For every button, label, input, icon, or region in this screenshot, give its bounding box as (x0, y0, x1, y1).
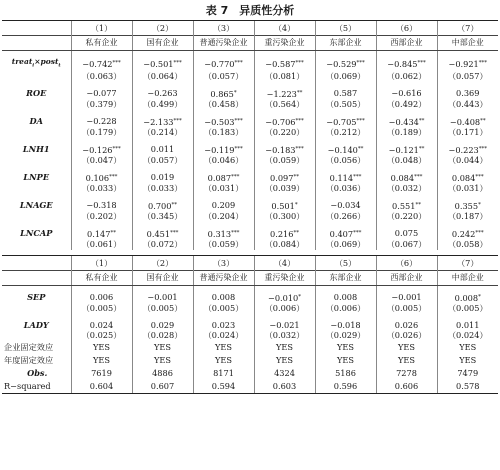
coef-cell: 0.087*** (193, 166, 254, 183)
footer-value: 0.603 (254, 380, 315, 394)
coef-cell: 0.407*** (315, 222, 376, 239)
se-row (2, 99, 498, 110)
significance-stars: *** (414, 173, 423, 180)
se-cell: （0.032） (376, 183, 437, 194)
variable-label: treat$_i$×post$_t$ (11, 57, 61, 69)
coef-cell: −0.921*** (437, 51, 498, 71)
se-cell: （0.033） (71, 183, 132, 194)
corner-cell (2, 270, 71, 285)
column-number: （2） (132, 21, 193, 36)
coef-cell: 0.008 (315, 285, 376, 303)
se-cell: （0.005） (376, 303, 437, 314)
coef-cell: 0.700** (132, 194, 193, 211)
coef-cell: 0.587 (315, 82, 376, 99)
column-number: （1） (71, 21, 132, 36)
footer-value: 0.578 (437, 380, 498, 394)
coef-row (2, 285, 498, 303)
se-cell: （0.047） (71, 155, 132, 166)
se-cell: （0.187） (437, 211, 498, 222)
column-header: 普通污染企业 (193, 36, 254, 51)
column-header-row (2, 36, 498, 51)
se-row (2, 239, 498, 250)
se-cell: （0.179） (71, 127, 132, 138)
coef-cell: −0.228 (71, 110, 132, 127)
coef-cell: 0.216** (254, 222, 315, 239)
coef-cell: 0.011 (437, 314, 498, 330)
se-cell: （0.443） (437, 99, 498, 110)
se-cell: （0.061） (71, 239, 132, 250)
coef-cell: −2.133*** (132, 110, 193, 127)
column-number: （7） (437, 255, 498, 270)
se-cell: （0.058） (437, 239, 498, 250)
significance-stars: * (294, 201, 298, 208)
se-cell: （0.031） (193, 183, 254, 194)
footer-value: YES (254, 354, 315, 367)
se-cell: （0.063） (71, 71, 132, 82)
coef-cell: 0.106*** (71, 166, 132, 183)
se-row (2, 183, 498, 194)
significance-stars: ** (110, 229, 116, 236)
significance-stars: *** (234, 145, 243, 152)
coef-cell: 0.551** (376, 194, 437, 211)
coef-cell: 0.084*** (437, 166, 498, 183)
column-number-row (2, 255, 498, 270)
coef-cell: 0.075 (376, 222, 437, 239)
variable-label: LNPE (23, 172, 50, 182)
footer-row (2, 341, 498, 354)
footer-value: YES (254, 341, 315, 354)
footer-value: 4886 (132, 367, 193, 380)
se-row (2, 303, 498, 314)
significance-stars: *** (109, 173, 118, 180)
coef-cell: −0.587*** (254, 51, 315, 71)
significance-stars: * (478, 293, 481, 300)
footer-value: 0.604 (71, 380, 132, 394)
significance-stars: ** (415, 201, 421, 208)
se-cell: （0.005） (132, 303, 193, 314)
footer-value: YES (132, 341, 193, 354)
se-cell: （0.057） (132, 155, 193, 166)
footer-value: 8171 (193, 367, 254, 380)
coef-cell: −0.121** (376, 138, 437, 155)
empty-label (2, 303, 71, 314)
coef-row (2, 314, 498, 330)
coef-cell: 0.865* (193, 82, 254, 99)
corner-cell (2, 36, 71, 51)
footer-row (2, 380, 498, 394)
empty-label (2, 71, 71, 82)
se-cell: （0.072） (132, 239, 193, 250)
se-cell: （0.069） (315, 239, 376, 250)
significance-stars: *** (234, 60, 243, 67)
se-cell: （0.024） (193, 330, 254, 341)
variable-label: LNH1 (22, 144, 50, 154)
footer-value: 5186 (315, 367, 376, 380)
coef-cell: −0.223*** (437, 138, 498, 155)
footer-value: 0.606 (376, 380, 437, 394)
se-cell: （0.266） (315, 211, 376, 222)
coef-cell: 0.313*** (193, 222, 254, 239)
column-header: 私有企业 (71, 270, 132, 285)
significance-stars: ** (293, 173, 299, 180)
se-cell: （0.084） (254, 239, 315, 250)
se-cell: （0.505） (315, 99, 376, 110)
coef-cell: 0.029 (132, 314, 193, 330)
se-cell: （0.059） (193, 239, 254, 250)
column-number: （2） (132, 255, 193, 270)
empty-label (2, 99, 71, 110)
column-number: （1） (71, 255, 132, 270)
coef-row (2, 222, 498, 239)
footer-value: 7278 (376, 367, 437, 380)
coef-cell: 0.008 (193, 285, 254, 303)
se-cell: （0.057） (193, 71, 254, 82)
coef-cell: −0.001 (376, 285, 437, 303)
se-cell: （0.031） (437, 183, 498, 194)
significance-stars: *** (231, 173, 240, 180)
significance-stars: *** (234, 117, 243, 124)
variable-label: LNCAP (20, 228, 53, 238)
footer-value: YES (132, 354, 193, 367)
footer-value: 4324 (254, 367, 315, 380)
column-header: 国有企业 (132, 270, 193, 285)
significance-stars: *** (170, 229, 179, 236)
regression-table (2, 20, 498, 394)
significance-stars: * (478, 201, 481, 208)
coef-cell: −0.318 (71, 194, 132, 211)
se-cell: （0.081） (254, 71, 315, 82)
coef-cell: 0.084*** (376, 166, 437, 183)
se-cell: （0.499） (132, 99, 193, 110)
se-cell: （0.026） (376, 330, 437, 341)
coef-cell: −0.770*** (193, 51, 254, 71)
se-cell: （0.028） (132, 330, 193, 341)
se-cell: （0.069） (315, 71, 376, 82)
coef-cell: −0.408** (437, 110, 498, 127)
significance-stars: *** (112, 145, 121, 152)
coef-cell: −1.223** (254, 82, 315, 99)
empty-label (2, 127, 71, 138)
column-number: （7） (437, 21, 498, 36)
footer-label: 年度固定效应 (4, 355, 54, 365)
se-cell: （0.379） (71, 99, 132, 110)
column-header: 私有企业 (71, 36, 132, 51)
column-number: （4） (254, 21, 315, 36)
coef-cell: −0.034 (315, 194, 376, 211)
column-header: 普通污染企业 (193, 270, 254, 285)
se-cell: （0.024） (437, 330, 498, 341)
coef-cell: 0.114*** (315, 166, 376, 183)
coef-cell: −0.742*** (71, 51, 132, 71)
se-cell: （0.005） (193, 303, 254, 314)
se-cell: （0.056） (315, 155, 376, 166)
se-cell: （0.212） (315, 127, 376, 138)
significance-stars: *** (295, 60, 304, 67)
coef-row (2, 110, 498, 127)
variable-label: DA (29, 116, 43, 126)
coef-cell: −0.140** (315, 138, 376, 155)
significance-stars: ** (357, 145, 364, 152)
significance-stars: *** (475, 173, 484, 180)
empty-label (2, 155, 71, 166)
coef-cell: −0.705*** (315, 110, 376, 127)
footer-value: YES (193, 354, 254, 367)
se-cell: （0.036） (315, 183, 376, 194)
se-cell: （0.062） (376, 71, 437, 82)
se-cell: （0.039） (254, 183, 315, 194)
significance-stars: ** (480, 117, 486, 124)
significance-stars: *** (478, 145, 488, 152)
se-cell: （0.189） (376, 127, 437, 138)
coef-cell: −0.021 (254, 314, 315, 330)
empty-label (2, 183, 71, 194)
se-cell: （0.059） (254, 155, 315, 166)
coef-cell: −0.434** (376, 110, 437, 127)
column-header: 西部企业 (376, 270, 437, 285)
significance-stars: *** (295, 117, 304, 124)
coef-row (2, 82, 498, 99)
se-cell: （0.064） (132, 71, 193, 82)
variable-label: LNAGE (19, 200, 53, 210)
se-row (2, 330, 498, 341)
coef-cell: 0.355* (437, 194, 498, 211)
column-header-row (2, 270, 498, 285)
footer-value: 7619 (71, 367, 132, 380)
se-cell: （0.006） (315, 303, 376, 314)
column-number: （5） (315, 255, 376, 270)
column-number: （6） (376, 21, 437, 36)
se-cell: （0.025） (71, 330, 132, 341)
se-cell: （0.032） (254, 330, 315, 341)
coef-cell: −0.018 (315, 314, 376, 330)
footer-value: 0.607 (132, 380, 193, 394)
significance-stars: * (298, 293, 302, 300)
coef-cell: −0.183*** (254, 138, 315, 155)
se-row (2, 127, 498, 138)
column-number: （3） (193, 21, 254, 36)
column-number: （5） (315, 21, 376, 36)
footer-value: YES (193, 341, 254, 354)
coef-cell: 0.147** (71, 222, 132, 239)
variable-label: LADY (23, 319, 49, 330)
se-cell: （0.029） (315, 330, 376, 341)
significance-stars: ** (418, 145, 425, 152)
column-header: 中部企业 (437, 36, 498, 51)
significance-stars: *** (112, 60, 121, 67)
significance-stars: *** (356, 60, 365, 67)
column-header: 西部企业 (376, 36, 437, 51)
footer-value: YES (315, 341, 376, 354)
footer-label: 企业固定效应 (4, 342, 54, 352)
column-header: 东部企业 (315, 270, 376, 285)
se-row (2, 211, 498, 222)
coef-cell: 0.242*** (437, 222, 498, 239)
coef-cell: −0.126*** (71, 138, 132, 155)
column-header: 重污染企业 (254, 36, 315, 51)
footer-value: 7479 (437, 367, 498, 380)
significance-stars: *** (295, 145, 304, 152)
coef-cell: −0.119*** (193, 138, 254, 155)
coef-cell: 0.011 (132, 138, 193, 155)
variable-label: ROE (26, 88, 47, 98)
significance-stars: *** (353, 229, 362, 236)
column-number: （6） (376, 255, 437, 270)
coef-cell: −0.001 (132, 285, 193, 303)
empty-label (2, 239, 71, 250)
footer-value: YES (71, 354, 132, 367)
se-cell: （0.492） (376, 99, 437, 110)
significance-stars: ** (171, 201, 177, 208)
footer-value: YES (437, 341, 498, 354)
se-cell: （0.044） (437, 155, 498, 166)
empty-label (2, 330, 71, 341)
se-cell: （0.458） (193, 99, 254, 110)
se-cell: （0.202） (71, 211, 132, 222)
se-cell: （0.006） (254, 303, 315, 314)
coef-row (2, 166, 498, 183)
column-number: （3） (193, 255, 254, 270)
corner-cell (2, 21, 71, 36)
se-row (2, 71, 498, 82)
significance-stars: *** (353, 173, 362, 180)
significance-stars: *** (356, 117, 365, 124)
column-number-row (2, 21, 498, 36)
se-cell: （0.048） (376, 155, 437, 166)
variable-label: SEP (27, 292, 46, 302)
coef-cell: 0.369 (437, 82, 498, 99)
coef-cell: 0.008* (437, 285, 498, 303)
footer-value: 0.596 (315, 380, 376, 394)
footer-value: YES (376, 354, 437, 367)
footer-row (2, 354, 498, 367)
coef-cell: −0.077 (71, 82, 132, 99)
se-cell: （0.345） (132, 211, 193, 222)
se-cell: （0.204） (193, 211, 254, 222)
coef-cell: −0.845*** (376, 51, 437, 71)
coef-cell: 0.501* (254, 194, 315, 211)
coef-cell: −0.501*** (132, 51, 193, 71)
footer-value: YES (71, 341, 132, 354)
significance-stars: *** (173, 60, 182, 67)
footer-label: Obs. (27, 368, 48, 378)
empty-label (2, 211, 71, 222)
se-cell: （0.046） (193, 155, 254, 166)
footer-value: YES (376, 341, 437, 354)
se-cell: （0.067） (376, 239, 437, 250)
footer-row (2, 367, 498, 380)
significance-stars: *** (478, 60, 488, 67)
coef-cell: 0.023 (193, 314, 254, 330)
corner-cell (2, 255, 71, 270)
footer-label: R−squared (2, 380, 71, 394)
se-cell: （0.005） (71, 303, 132, 314)
coef-row (2, 194, 498, 211)
coef-cell: 0.451*** (132, 222, 193, 239)
coef-cell: −0.616 (376, 82, 437, 99)
significance-stars: *** (173, 117, 182, 124)
se-cell: （0.033） (132, 183, 193, 194)
se-cell: （0.564） (254, 99, 315, 110)
significance-stars: *** (475, 229, 484, 236)
significance-stars: ** (296, 89, 303, 96)
se-cell: （0.214） (132, 127, 193, 138)
significance-stars: ** (293, 229, 299, 236)
se-cell: （0.057） (437, 71, 498, 82)
coef-cell: 0.024 (71, 314, 132, 330)
column-number: （4） (254, 255, 315, 270)
se-cell: （0.220） (376, 211, 437, 222)
column-header: 国有企业 (132, 36, 193, 51)
significance-stars: ** (418, 117, 425, 124)
significance-stars: *** (231, 229, 240, 236)
column-header: 中部企业 (437, 270, 498, 285)
footer-value: 0.594 (193, 380, 254, 394)
column-header: 重污染企业 (254, 270, 315, 285)
coef-cell: 0.026 (376, 314, 437, 330)
coef-cell: −0.706*** (254, 110, 315, 127)
coef-cell: 0.209 (193, 194, 254, 211)
se-cell: （0.171） (437, 127, 498, 138)
table-title: 表 7 异质性分析 (205, 4, 295, 17)
coef-cell: −0.010* (254, 285, 315, 303)
coef-cell: 0.097** (254, 166, 315, 183)
se-cell: （0.183） (193, 127, 254, 138)
coef-row (2, 138, 498, 155)
coef-row (2, 51, 498, 71)
se-cell: （0.005） (437, 303, 498, 314)
significance-stars: *** (417, 60, 426, 67)
footer-value: YES (437, 354, 498, 367)
footer-value: YES (315, 354, 376, 367)
se-row (2, 155, 498, 166)
coef-cell: −0.529*** (315, 51, 376, 71)
se-cell: （0.220） (254, 127, 315, 138)
coef-cell: −0.263 (132, 82, 193, 99)
column-header: 东部企业 (315, 36, 376, 51)
se-cell: （0.300） (254, 211, 315, 222)
coef-cell: 0.019 (132, 166, 193, 183)
coef-cell: −0.503*** (193, 110, 254, 127)
significance-stars: * (233, 89, 237, 96)
coef-cell: 0.006 (71, 285, 132, 303)
